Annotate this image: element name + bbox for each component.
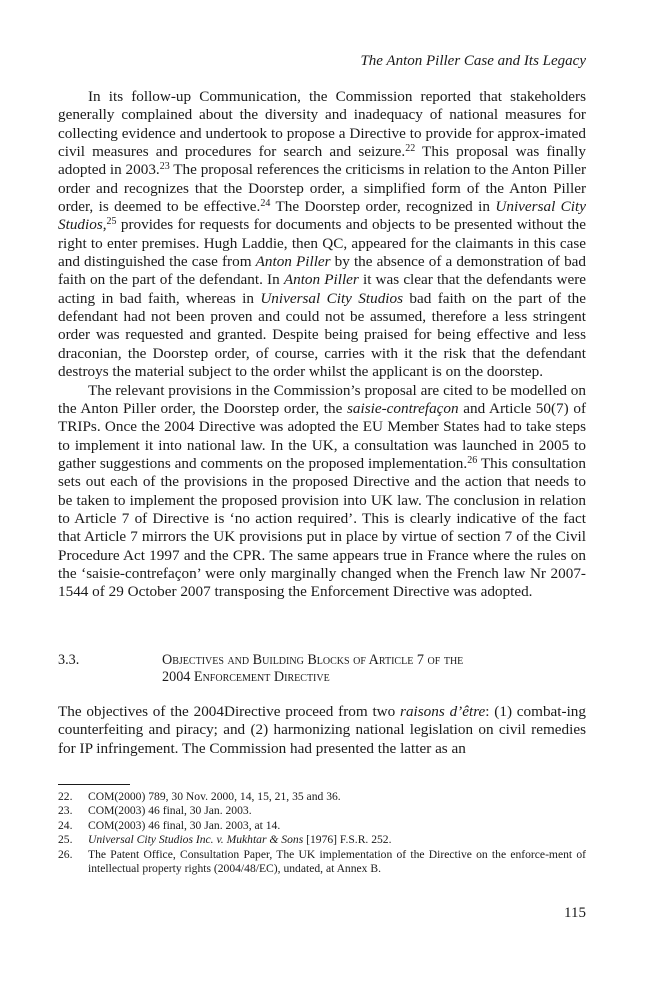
footnote-number: 22. (58, 790, 73, 803)
footnote-text: The Patent Office, Consultation Paper, The UK implementation of the Directive on the enforce-ment of intellectual property rights (2004/48/EC), undated, at Annex B. (88, 847, 586, 876)
footnote-number: 26. (58, 847, 73, 861)
footnote-text: [1976] F.S.R. 252. (303, 833, 392, 847)
footnotes (58, 790, 586, 876)
footnote-case-name: Universal City Studios Inc. v. Mukhtar & Sons (88, 833, 304, 847)
footnote-26 (58, 848, 586, 877)
section-body (58, 703, 586, 758)
section-paragraph-1: The objectives of the 2004Directive proceed from two raisons d’être: (1) combat-ing counterfeiting and piracy; and (2) harmonizing national legislation on civil remedies for IP infringement. The Commission had presented the latter as an (58, 703, 586, 757)
footnote-separator (58, 784, 130, 785)
footnote-22 (58, 790, 586, 804)
case-name: Anton Piller (283, 271, 359, 289)
footnote-ref-25[interactable]: 25 (106, 216, 117, 228)
footnote-text: COM(2000) 789, 30 Nov. 2000, 14, 15, 21, 35 and 36. (88, 790, 341, 803)
foreign-term: saisie-contrefaçon (346, 399, 459, 417)
section-number: 3.3. (58, 652, 80, 668)
running-header: The Anton Piller Case and Its Legacy (360, 53, 586, 69)
footnote-ref-24[interactable]: 24 (260, 198, 271, 210)
footnote-ref-22[interactable]: 22 (405, 143, 416, 155)
footnote-ref-26[interactable]: 26 (467, 454, 478, 466)
page-number: 115 (564, 905, 586, 921)
footnote-text: COM(2003) 46 final, 30 Jan. 2003, at 14. (88, 818, 281, 832)
footnote-text: COM(2003) 46 final, 30 Jan. 2003. (88, 804, 252, 818)
footnote-ref-23[interactable]: 23 (159, 161, 170, 173)
footnote-25 (58, 833, 586, 847)
case-name: Anton Piller (255, 253, 331, 271)
footnote-number: 24. (58, 818, 73, 832)
section-title (162, 652, 582, 686)
section-title-line-1: Objectives and Building Blocks of Article 7 of the (162, 652, 464, 668)
body-text (58, 88, 586, 602)
foreign-term: raisons d’être (400, 703, 486, 720)
case-name: Universal City Studios (58, 198, 586, 234)
footnote-23 (58, 804, 586, 818)
section-title-line-2: 2004 Enforcement Directive (162, 669, 330, 685)
case-name: Universal City Studios (260, 289, 404, 307)
paragraph-1: In its follow-up Communication, the Commission reported that stakeholders generally complained about the diversity and inadequacy of national measures for collecting evidence and undertook to propose a Directive to provide for approx-imated civil measures and procedures for search and seizure.$^{22}$ This proposal was finally adopted in 2003.23 The proposal references the criticisms in relation to the Anton Piller order and recognizes that the Doorstep order, a simplified form of the Anton Piller order, is deemed to be effective.$^{24}$ The Doorstep order, recognized in Universal City Studios,$^{25}$ provides for requests for documents and objects to be presented without the right to enter premises. Hugh Laddie, then QC, appeared for the claimants in this case and distinguished the case from Anton Piller by the absence of a demonstration of bad faith on the part of the defendant. In Anton Piller it was clear that the defendants were acting in bad faith, whereas in Universal City Studios bad faith on the part of the defendant had not been proven and could not be assumed, therefore a less stringent order was requested and granted. Despite being praised for being effective and less draconian, the Doorstep order, of course, carries with it the risk that the defendant destroys the material subject to the order whilst the applicant is on the doorstep. (58, 88, 587, 381)
footnote-24 (58, 819, 586, 833)
paragraph-2: The relevant provisions in the Commission’s proposal are cited to be modelled on the Anton Piller order, the Doorstep order, the saisie-contrefaçon and Article 50(7) of TRIPs. Once the 2004 Directive was adopted the EU Member States had to take steps to implement it into national law. In the UK, a consultation was launched in 2005 to gather suggestions and comments on the proposed implementation.$^{26}$ This consultation sets out each of the provisions in the proposed Directive and the action that needs to be taken to implement the proposed provision into UK law. The conclusion in relation to Article 7 of Directive is ‘no action required’. This is clearly indicative of the fact that Article 7 mirrors the UK provisions put in place by virtue of section 7 of the Civil Procedure Act 1997 and the CPR. The same appears true in France where the rules on the ‘saisie-contrefaçon’ were only marginally changed when the French law Nr 2007-1544 of 29 October 2007 transposing the Enforcement Directive was adopted. (58, 381, 586, 601)
footnote-number: 25. (58, 833, 73, 847)
footnote-number: 23. (58, 804, 73, 818)
